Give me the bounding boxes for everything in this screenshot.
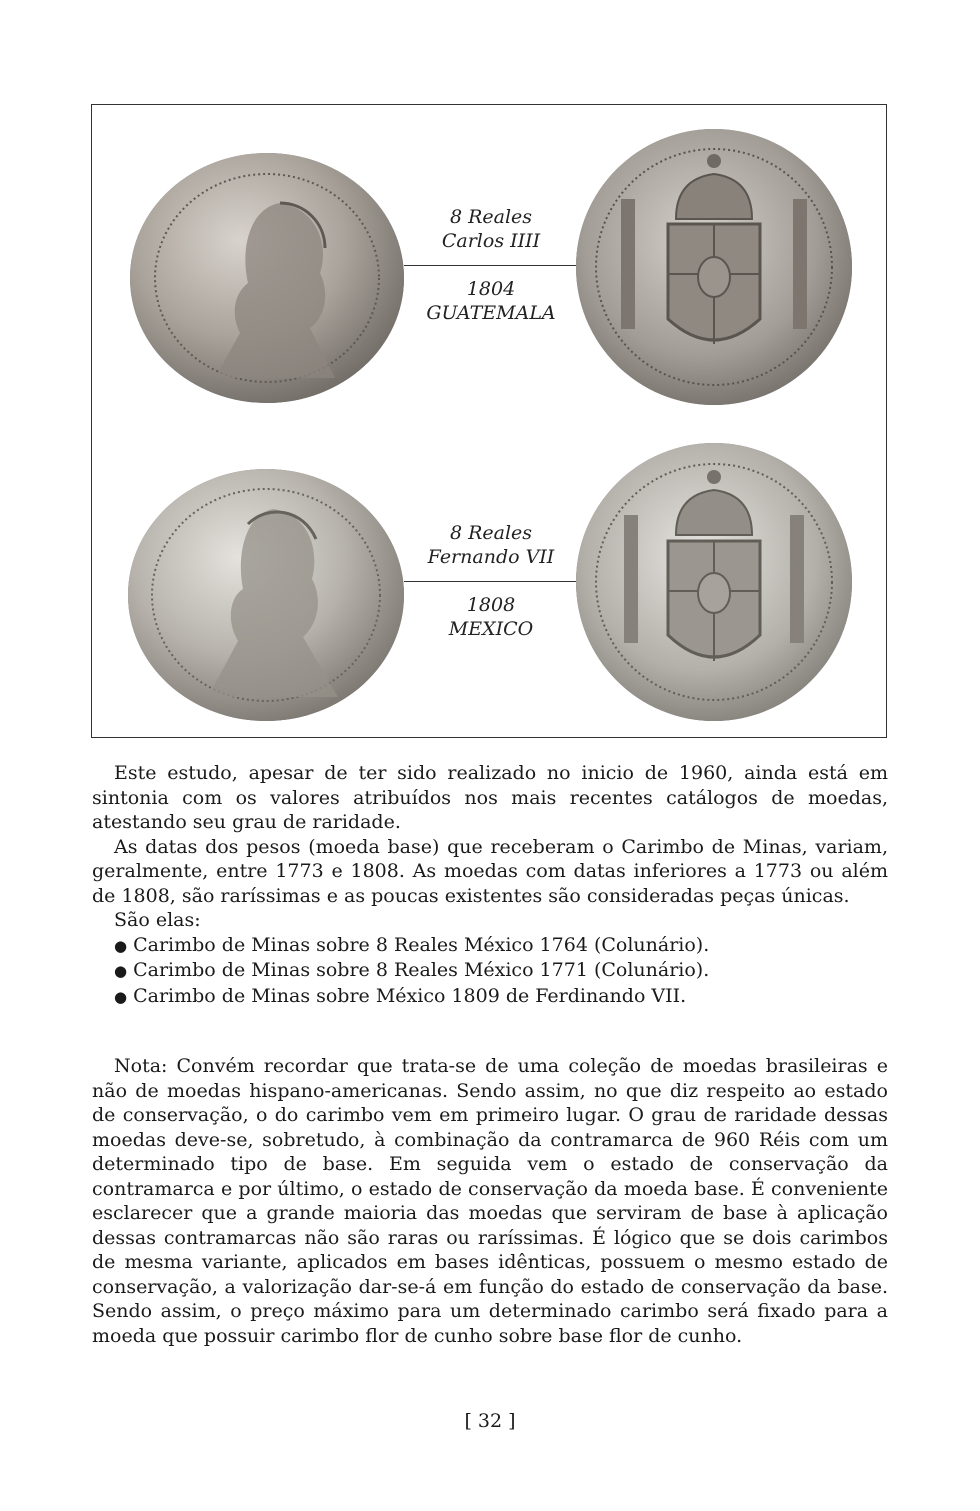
list-item: ● Carimbo de Minas sobre 8 Reales México 1771 (Colunário). — [114, 958, 888, 984]
year-2: 1808 — [466, 594, 516, 616]
list-item: ● Carimbo de Minas sobre 8 Reales México 1764 (Colunário). — [114, 933, 888, 959]
coin-figure — [91, 104, 887, 738]
monarch-2: Fernando VII — [427, 546, 555, 568]
mint-2: MEXICO — [448, 618, 534, 640]
page-number: [ 32 ] — [464, 1410, 516, 1432]
coin-reverse-guatemala — [576, 129, 852, 405]
paragraph-1: Este estudo, apesar de ter sido realizado no inicio de 1960, ainda está em sintonia com os valores atribuídos nos mais recentes catálogos de moedas, atestando seu grau de raridade. — [92, 762, 888, 833]
caption-row2 — [406, 521, 576, 651]
note-paragraph: Nota: Convém recordar que trata-se de uma coleção de moedas brasileiras e não de moedas hispano-americanas. Sendo assim, no que diz respeito ao estado de conservação, o do carimbo vem em primeiro lugar. O grau de raridade dessas moedas deve-se, sobretudo, à combinação da contramarca de 960 Réis com um determinado tipo de base. Em seguida vem o estado de conservação da contramarca e por último, o estado de conservação da moeda base. É conveniente esclarecer que a grande maioria das moedas que serviram de base à aplicação dessas contramarcas não são raras ou raríssimas. É lógico que se dois carimbos de mesma variante, aplicados em bases idênticas, possuem o mesmo estado de conservação, a valorização dar-se-á em função do estado de conservação da base. Sendo assim, o preço máximo para um determinado carimbo será fixado para a moeda que possuir carimbo flor de cunho sobre base flor de cunho. — [92, 1055, 888, 1347]
body-text-note — [92, 1054, 888, 1348]
coin-reverse-mexico — [576, 443, 852, 721]
list-item: ● Carimbo de Minas sobre México 1809 de Ferdinando VII. — [114, 984, 888, 1010]
coin-obverse-fernando-vii — [128, 469, 404, 721]
base-coin-list — [92, 933, 888, 1010]
mint-1: GUATEMALA — [426, 302, 556, 324]
list-intro: São elas: — [114, 909, 201, 931]
year-1: 1804 — [466, 278, 516, 300]
caption-row1 — [406, 205, 576, 335]
caption-rule-2 — [404, 581, 576, 582]
coin-obverse-carlos-iiii — [130, 153, 404, 403]
body-text-top — [92, 761, 888, 1009]
denomination-1: 8 Reales — [449, 206, 533, 228]
paragraph-2: As datas dos pesos (moeda base) que receberam o Carimbo de Minas, variam, geralmente, entre 1773 e 1808. As moedas com datas inferiores a 1773 ou além de 1808, são raríssimas e as poucas existentes são consideradas peças únicas. — [92, 835, 888, 907]
denomination-2: 8 Reales — [449, 522, 533, 544]
monarch-1: Carlos IIII — [441, 230, 541, 252]
caption-rule-1 — [404, 265, 576, 266]
